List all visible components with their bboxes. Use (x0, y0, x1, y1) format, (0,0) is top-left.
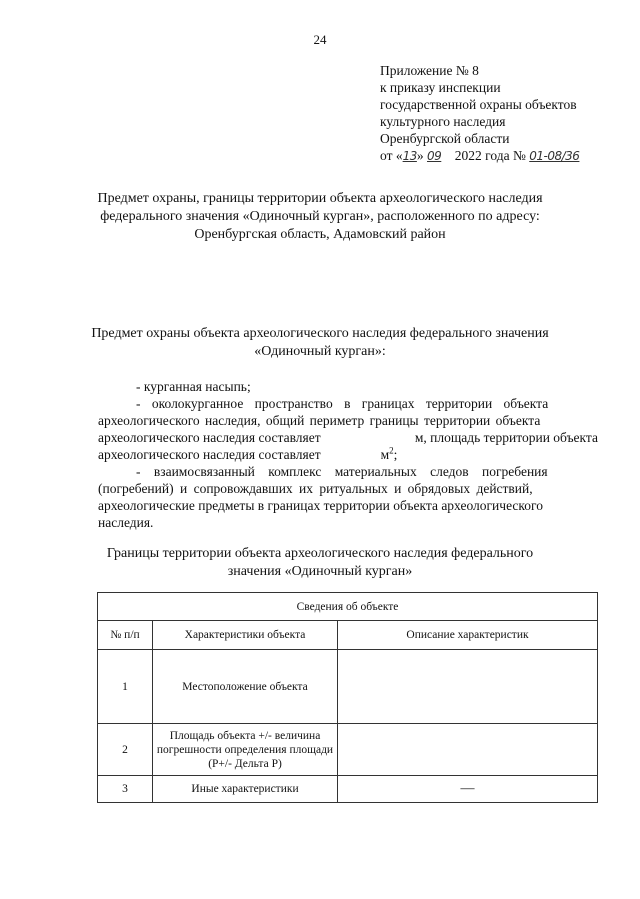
table-title (60, 545, 580, 581)
row-description: — (338, 776, 598, 803)
table-header: Сведения об объекте (98, 593, 598, 621)
date-prefix: от « (380, 148, 403, 163)
text-fragment: м (380, 447, 390, 462)
text-fragment: - околокурганное пространство в границах территории объекта (136, 396, 549, 411)
text-fragment: археологического наследия составляет (98, 447, 321, 462)
date-quote: » (416, 148, 428, 163)
appendix-line: государственной охраны объектов (380, 97, 577, 112)
table-row (98, 650, 598, 724)
row-characteristic: Местоположение объекта (153, 650, 338, 724)
text-fragment: ; (393, 447, 398, 462)
column-header: № п/п (98, 621, 153, 650)
text-fragment: м, площадь территории объекта (414, 430, 598, 445)
text-line (98, 446, 598, 463)
appendix-line: Оренбургской области (380, 131, 510, 146)
row-characteristic: Иные характеристики (153, 776, 338, 803)
title-line: Оренбургская область, Адамовский район (194, 227, 446, 242)
handwritten-month: 09 (427, 149, 442, 163)
table-title-line: Границы территории объекта археологического наследия федерального (106, 546, 534, 561)
title-line: Предмет охраны, границы территории объекта археологического наследия (97, 191, 543, 206)
row-description (338, 724, 598, 776)
document-title (60, 190, 580, 244)
table-title-line: значения «Одиночный курган» (227, 564, 413, 579)
blank-value (348, 429, 388, 446)
appendix-line: культурного наследия (380, 114, 506, 129)
superscript: 2 (389, 445, 394, 456)
year-text: 2022 года № (454, 148, 526, 163)
row-number: 1 (98, 650, 153, 724)
object-info-table (97, 592, 598, 803)
text-line (98, 429, 598, 446)
appendix-date-line (380, 147, 579, 165)
protection-subject-list (98, 378, 598, 531)
heading-line: «Одиночный курган»: (254, 344, 386, 359)
table-column-row (98, 621, 598, 650)
list-item-line (98, 463, 598, 480)
page-number: 24 (313, 32, 327, 47)
row-characteristic: Площадь объекта +/- величина погрешности определения площади (P+/- Дельта P) (153, 724, 338, 776)
table-row (98, 776, 598, 803)
appendix-line: Приложение № 8 (380, 63, 479, 78)
list-item-line (98, 395, 598, 412)
table-row (98, 724, 598, 776)
title-line: федерального значения «Одиночный курган», расположенного по адресу: (100, 209, 540, 224)
handwritten-order-number: 01-08/36 (529, 149, 580, 163)
text-line: археологические предметы в границах территории объекта археологического (98, 498, 543, 513)
text-line: археологического наследия, общий периметр границы территории объекта (98, 413, 541, 428)
text-fragment: - взаимосвязанный комплекс материальных следов погребения (136, 464, 548, 479)
appendix-header (380, 62, 579, 165)
section-heading (60, 325, 580, 361)
handwritten-day: 13 (402, 149, 417, 163)
row-number: 3 (98, 776, 153, 803)
row-number: 2 (98, 724, 153, 776)
list-item: - курганная насыпь; (136, 379, 251, 394)
column-header: Характеристики объекта (153, 621, 338, 650)
text-line: наследия. (98, 515, 154, 530)
row-description (338, 650, 598, 724)
text-line: (погребений) и сопровождавших их ритуальных и обрядовых действий, (98, 481, 533, 496)
table-header-row (98, 593, 598, 621)
column-header: Описание характеристик (338, 621, 598, 650)
appendix-line: к приказу инспекции (380, 80, 501, 95)
heading-line: Предмет охраны объекта археологического наследия федерального значения (91, 326, 549, 341)
text-fragment: археологического наследия составляет (98, 430, 321, 445)
